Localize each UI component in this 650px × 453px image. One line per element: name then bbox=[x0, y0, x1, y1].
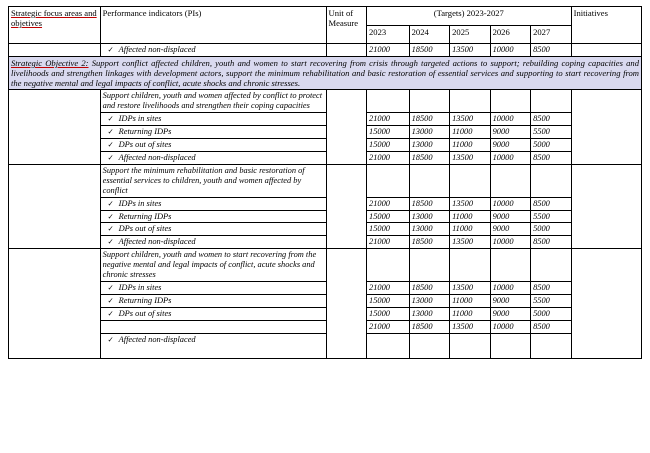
target-2025: 13500 bbox=[450, 236, 490, 249]
target-2027: 5000 bbox=[531, 223, 572, 236]
initiatives-cell bbox=[571, 249, 641, 358]
pi-label: IDPs in sites bbox=[118, 282, 162, 292]
target-2026 bbox=[490, 90, 530, 113]
target-2024: 18500 bbox=[409, 197, 449, 210]
target-2026: 9000 bbox=[490, 126, 530, 139]
target-2027: 8500 bbox=[531, 197, 572, 210]
target-2027: 8500 bbox=[531, 281, 572, 294]
target-2023: 21000 bbox=[367, 236, 410, 249]
target-2027: 5000 bbox=[531, 307, 572, 320]
target-2023: 15000 bbox=[367, 139, 410, 152]
focus-area-cell-empty bbox=[9, 44, 101, 57]
target-2023 bbox=[367, 333, 410, 358]
strategic-objective-text: Support conflict affected children, youth and women to start recovering from crisis through targeted actions to support; rebuilding coping capacities and livelihoods and strengthen linkages with development actors, support the minimum rehabilitation and basic restoration of essential services and supporting to start recovering from the negative mental and legal impacts of conflict, acute shocks and chronic stresses. bbox=[11, 58, 640, 89]
target-2027: 8500 bbox=[531, 44, 572, 57]
check-icon: ✓ bbox=[107, 334, 114, 344]
target-2023: 15000 bbox=[367, 307, 410, 320]
initiatives-cell bbox=[571, 90, 641, 164]
focus-area-cell-empty bbox=[9, 90, 101, 164]
header-performance-indicators bbox=[100, 7, 326, 44]
target-2025: 11000 bbox=[450, 294, 490, 307]
target-2024 bbox=[409, 333, 449, 358]
check-icon: ✓ bbox=[107, 45, 114, 54]
target-2024 bbox=[409, 249, 449, 282]
target-2023 bbox=[367, 164, 410, 197]
table-row bbox=[9, 249, 642, 282]
target-2023: 21000 bbox=[367, 197, 410, 210]
table-row bbox=[9, 90, 642, 113]
target-2025: 13500 bbox=[450, 197, 490, 210]
check-icon: ✓ bbox=[107, 114, 114, 124]
target-2027 bbox=[531, 164, 572, 197]
target-2025: 11000 bbox=[450, 307, 490, 320]
target-2023 bbox=[367, 90, 410, 113]
pi-row-label-blank bbox=[100, 320, 326, 333]
target-2025 bbox=[450, 333, 490, 358]
target-2027: 5500 bbox=[531, 294, 572, 307]
unit-cell bbox=[326, 164, 366, 248]
target-2023: 15000 bbox=[367, 223, 410, 236]
target-2027 bbox=[531, 90, 572, 113]
check-icon: ✓ bbox=[107, 224, 114, 234]
pi-label: Affected non-displaced bbox=[118, 45, 196, 54]
target-2027: 8500 bbox=[531, 236, 572, 249]
target-2024: 18500 bbox=[409, 151, 449, 164]
pi-row-label bbox=[100, 333, 326, 358]
pi-label: Affected non-displaced bbox=[118, 334, 196, 344]
header-unit-label: Unit of Measure bbox=[328, 8, 359, 29]
target-2024: 13000 bbox=[409, 126, 449, 139]
target-2023: 21000 bbox=[367, 113, 410, 126]
target-2026 bbox=[490, 333, 530, 358]
target-2026: 10000 bbox=[490, 113, 530, 126]
check-icon: ✓ bbox=[107, 140, 114, 150]
header-year-2027: 2027 bbox=[531, 25, 572, 44]
target-2027: 5500 bbox=[531, 126, 572, 139]
target-2026: 10000 bbox=[490, 281, 530, 294]
table-row bbox=[9, 320, 642, 333]
table-row bbox=[9, 113, 642, 126]
header-year-2026: 2026 bbox=[490, 25, 530, 44]
pi-label: Returning IDPs bbox=[118, 127, 172, 137]
target-2024: 13000 bbox=[409, 294, 449, 307]
pi-label: Affected non-displaced bbox=[118, 237, 196, 247]
check-icon: ✓ bbox=[107, 127, 114, 137]
pi-row-label bbox=[100, 197, 326, 210]
target-2024: 13000 bbox=[409, 307, 449, 320]
target-2027: 8500 bbox=[531, 151, 572, 164]
pi-targets-table bbox=[8, 6, 642, 359]
target-2024: 18500 bbox=[409, 113, 449, 126]
target-2024 bbox=[409, 164, 449, 197]
initiatives-cell bbox=[571, 44, 641, 57]
pi-label: DPs out of sites bbox=[118, 224, 172, 234]
target-2026: 9000 bbox=[490, 223, 530, 236]
target-2026: 9000 bbox=[490, 139, 530, 152]
check-icon: ✓ bbox=[107, 198, 114, 208]
header-year-2023: 2023 bbox=[367, 25, 410, 44]
table-row bbox=[9, 139, 642, 152]
target-2024: 18500 bbox=[409, 281, 449, 294]
target-2024: 13000 bbox=[409, 210, 449, 223]
strategic-objective-band bbox=[9, 57, 642, 90]
pi-row-label bbox=[100, 294, 326, 307]
target-2026: 9000 bbox=[490, 294, 530, 307]
table-row bbox=[9, 151, 642, 164]
strategic-objective-row bbox=[9, 57, 642, 90]
table-row bbox=[9, 294, 642, 307]
target-2025: 13500 bbox=[450, 113, 490, 126]
header-pis-label: Performance indicators (PIs) bbox=[102, 8, 202, 18]
target-2023 bbox=[367, 249, 410, 282]
header-targets bbox=[367, 7, 572, 26]
header-year-2025: 2025 bbox=[450, 25, 490, 44]
target-2023: 15000 bbox=[367, 294, 410, 307]
target-2024 bbox=[409, 90, 449, 113]
focus-area-cell-empty bbox=[9, 249, 101, 358]
pi-label: DPs out of sites bbox=[118, 308, 172, 318]
header-initiatives-label: Initiatives bbox=[573, 8, 608, 18]
target-2027: 8500 bbox=[531, 320, 572, 333]
target-2026 bbox=[490, 164, 530, 197]
target-2027: 8500 bbox=[531, 113, 572, 126]
pi-label: DPs out of sites bbox=[118, 140, 172, 150]
pi-affected-non-displaced bbox=[100, 44, 326, 57]
target-2025: 11000 bbox=[450, 223, 490, 236]
document-page bbox=[0, 6, 650, 453]
table-row bbox=[9, 236, 642, 249]
target-2025 bbox=[450, 164, 490, 197]
target-2024: 13000 bbox=[409, 139, 449, 152]
check-icon: ✓ bbox=[107, 295, 114, 305]
target-2027: 5000 bbox=[531, 139, 572, 152]
table-row bbox=[9, 307, 642, 320]
header-focus-areas bbox=[9, 7, 101, 44]
target-2027 bbox=[531, 249, 572, 282]
header-initiatives bbox=[571, 7, 641, 44]
pi-group-heading: Support children, youth and women affected by conflict to protect and restore livelihoods and strengthen their coping capacities bbox=[100, 90, 326, 113]
pi-group-heading: Support the minimum rehabilitation and basic restoration of essential services to children, youth and women affected by conflict bbox=[100, 164, 326, 197]
target-2024: 13000 bbox=[409, 223, 449, 236]
target-2027: 5500 bbox=[531, 210, 572, 223]
target-2023: 15000 bbox=[367, 126, 410, 139]
focus-area-cell-empty bbox=[9, 164, 101, 248]
strategic-objective-prefix: Strategic Objective 2: bbox=[11, 58, 89, 69]
check-icon: ✓ bbox=[107, 152, 114, 162]
target-2025: 11000 bbox=[450, 139, 490, 152]
target-2026: 10000 bbox=[490, 197, 530, 210]
header-targets-label: (Targets) 2023-2027 bbox=[433, 8, 504, 18]
check-icon: ✓ bbox=[107, 237, 114, 247]
pi-label: Affected non-displaced bbox=[118, 152, 196, 162]
target-2025: 11000 bbox=[450, 210, 490, 223]
target-2027 bbox=[531, 333, 572, 358]
table-row bbox=[9, 164, 642, 197]
target-2025: 13500 bbox=[450, 151, 490, 164]
table-row bbox=[9, 333, 642, 358]
check-icon: ✓ bbox=[107, 211, 114, 221]
pi-row-label bbox=[100, 113, 326, 126]
target-2025 bbox=[450, 249, 490, 282]
target-2023: 21000 bbox=[367, 151, 410, 164]
pi-label: IDPs in sites bbox=[118, 198, 162, 208]
pi-group-heading: Support children, youth and women to start recovering from the negative mental and legal impacts of conflict, acute shocks and chronic stresses bbox=[100, 249, 326, 282]
target-2025 bbox=[450, 90, 490, 113]
target-2026: 9000 bbox=[490, 210, 530, 223]
target-2026 bbox=[490, 249, 530, 282]
unit-cell bbox=[326, 90, 366, 164]
target-2023: 15000 bbox=[367, 210, 410, 223]
target-2024: 18500 bbox=[409, 236, 449, 249]
table-header-row bbox=[9, 7, 642, 26]
unit-cell bbox=[326, 249, 366, 358]
header-year-2024: 2024 bbox=[409, 25, 449, 44]
target-2026: 10000 bbox=[490, 44, 530, 57]
table-row bbox=[9, 197, 642, 210]
unit-cell bbox=[326, 44, 366, 57]
target-2025: 13500 bbox=[450, 320, 490, 333]
target-2023: 21000 bbox=[367, 281, 410, 294]
check-icon: ✓ bbox=[107, 282, 114, 292]
table-row bbox=[9, 126, 642, 139]
target-2023: 21000 bbox=[367, 44, 410, 57]
pi-label: Returning IDPs bbox=[118, 211, 172, 221]
target-2026: 9000 bbox=[490, 307, 530, 320]
pi-row-label bbox=[100, 236, 326, 249]
target-2024: 18500 bbox=[409, 44, 449, 57]
target-2026: 10000 bbox=[490, 236, 530, 249]
header-unit-of-measure bbox=[326, 7, 366, 44]
header-focus-areas-label: Strategic focus areas and objetives bbox=[11, 8, 97, 29]
target-2025: 11000 bbox=[450, 126, 490, 139]
pi-row-label bbox=[100, 151, 326, 164]
target-2026: 10000 bbox=[490, 320, 530, 333]
target-2025: 13500 bbox=[450, 281, 490, 294]
table-row bbox=[9, 281, 642, 294]
pi-row-label bbox=[100, 281, 326, 294]
target-2026: 10000 bbox=[490, 151, 530, 164]
pi-row-label bbox=[100, 307, 326, 320]
check-icon: ✓ bbox=[107, 308, 114, 318]
initiatives-cell bbox=[571, 164, 641, 248]
pi-row-label bbox=[100, 139, 326, 152]
pi-row-label bbox=[100, 223, 326, 236]
pi-row-label bbox=[100, 210, 326, 223]
table-row bbox=[9, 44, 642, 57]
pi-row-label bbox=[100, 126, 326, 139]
target-2024: 18500 bbox=[409, 320, 449, 333]
target-2025: 13500 bbox=[450, 44, 490, 57]
table-row bbox=[9, 210, 642, 223]
table-row bbox=[9, 223, 642, 236]
pi-label: IDPs in sites bbox=[118, 114, 162, 124]
target-2023: 21000 bbox=[367, 320, 410, 333]
pi-label: Returning IDPs bbox=[118, 295, 172, 305]
